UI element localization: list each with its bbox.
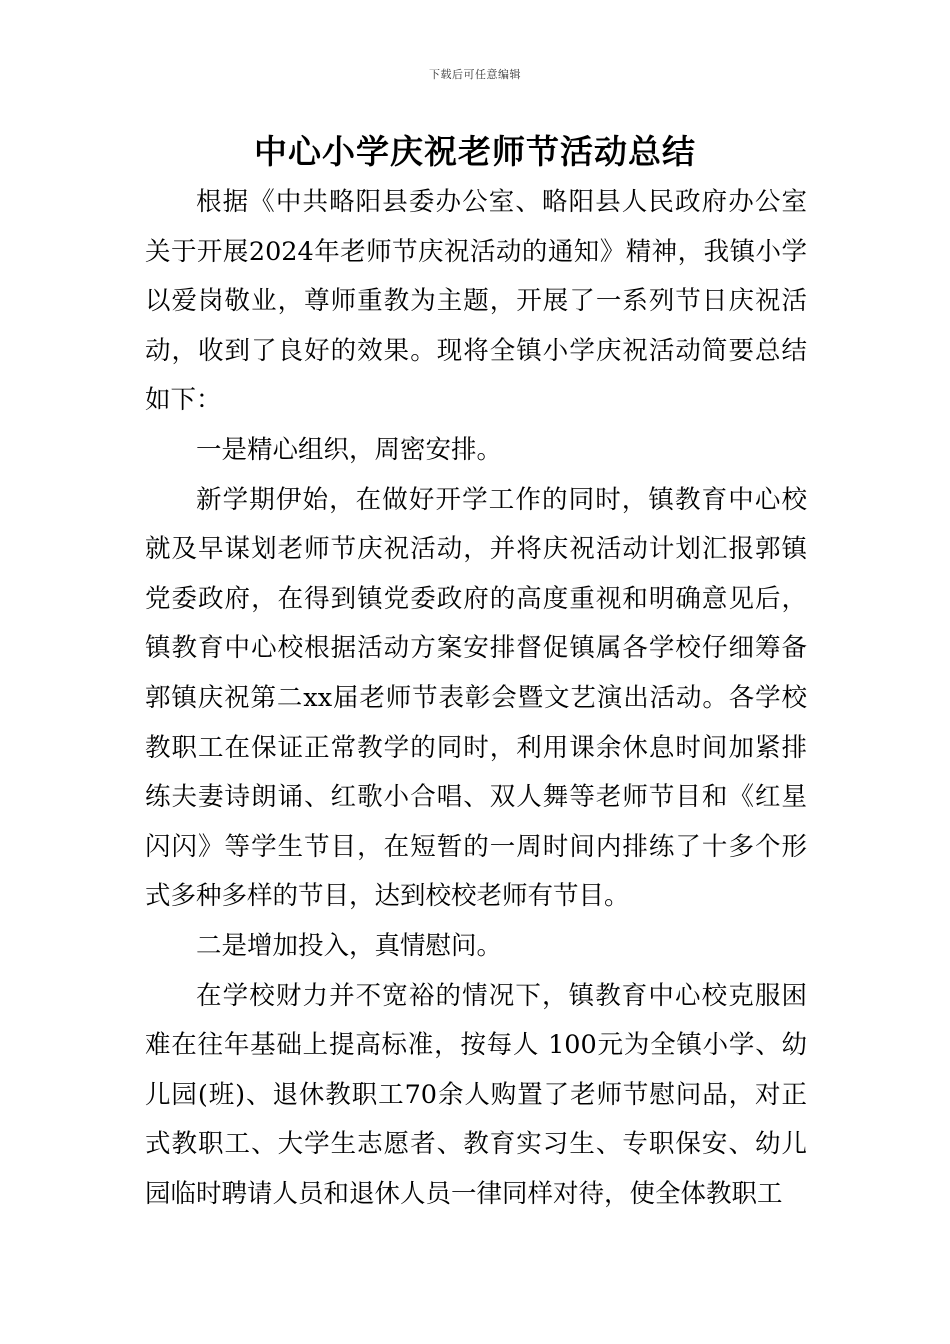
paragraph-heading-1: 一是精心组织，周密安排。 bbox=[196, 434, 503, 465]
paragraph-heading-2: 二是增加投入，真情慰问。 bbox=[196, 930, 503, 961]
paragraph-intro: 根据《中共略阳县委办公室、略阳县人民政府办公室关于开展2024年老师节庆祝活动的通知》精神，我镇小学以爱岗敬业，尊师重教为主题，开展了一系列节日庆祝活动，收到了良好的效果。现将全镇小学庆祝活动简要总结如下： bbox=[145, 187, 807, 416]
header-note: 下载后可任意编辑 bbox=[429, 68, 521, 81]
document-body bbox=[145, 178, 807, 1219]
paragraph-organization: 新学期伊始，在做好开学工作的同时，镇教育中心校就及早谋划老师节庆祝活动，并将庆祝活动计划汇报郭镇党委政府，在得到镇党委政府的高度重视和明确意见后，镇教育中心校根据活动方案安排督促镇属各学校仔细筹备郭镇庆祝第二xx届老师节表彰会暨文艺演出活动。各学校教职工在保证正常教学的同时，利用课余休息时间加紧排练夫妻诗朗诵、红歌小合唱、双人舞等老师节目和《红星闪闪》等学生节目，在短暂的一周时间内排练了十多个形式多种多样的节目，达到校校老师有节目。 bbox=[145, 484, 807, 912]
document-title: 中心小学庆祝老师节活动总结 bbox=[254, 132, 696, 171]
paragraph-investment: 在学校财力并不宽裕的情况下，镇教育中心校克服困难在往年基础上提高标准，按每人 100元为全镇小学、幼儿园(班)、退休教职工70余人购置了老师节慰问品，对正式教职工、大学生志愿者、教育实习生、专职保安、幼儿园临时聘请人员和退休人员一律同样对待，使全体教职工 bbox=[145, 980, 807, 1209]
